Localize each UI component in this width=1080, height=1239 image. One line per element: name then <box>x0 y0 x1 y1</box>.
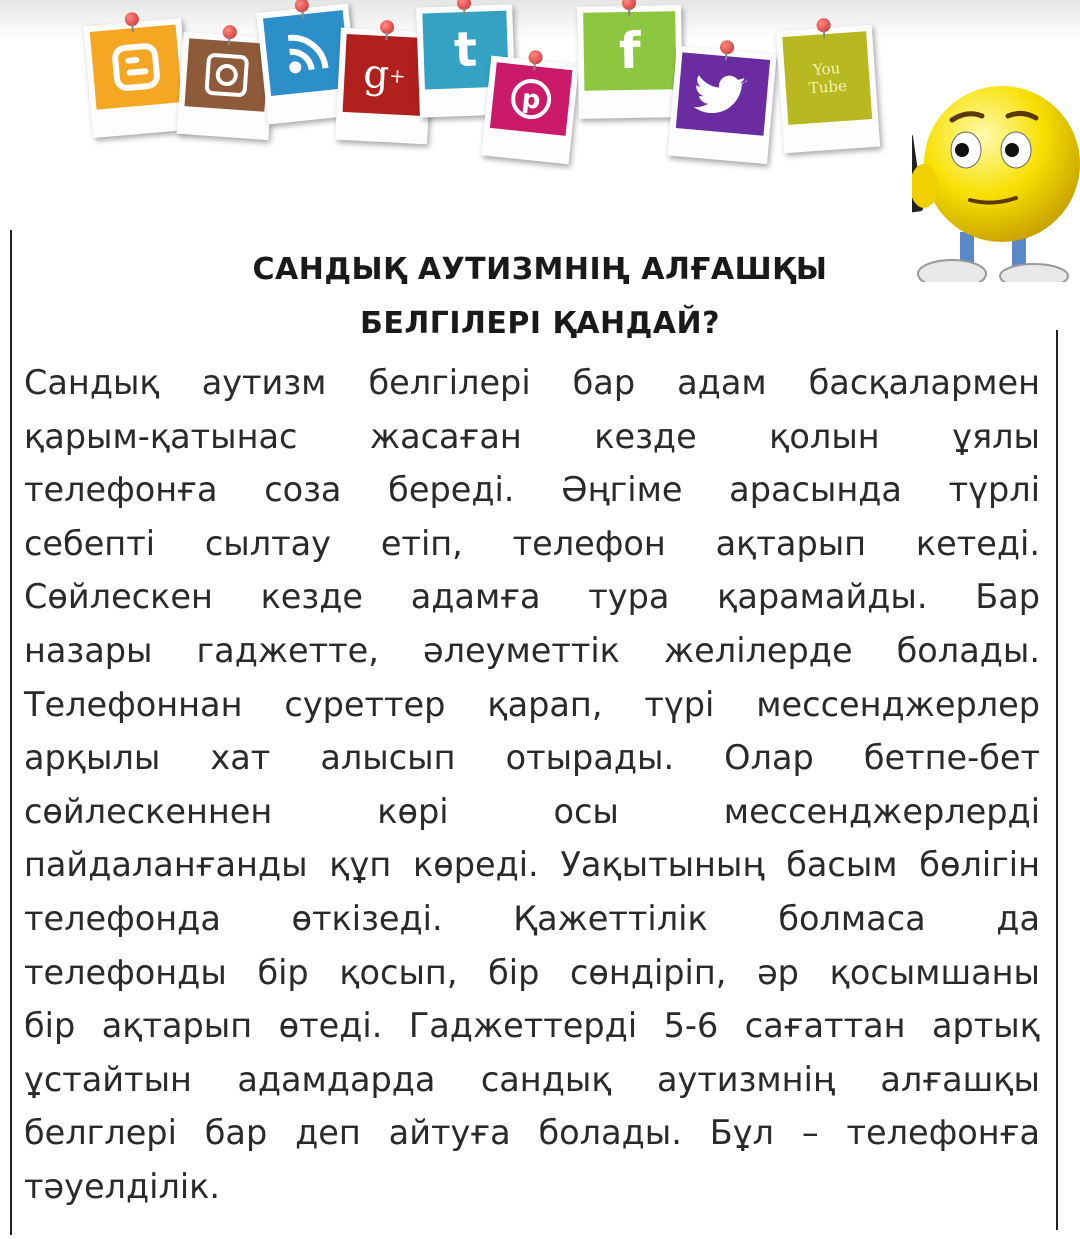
pinterest-polaroid <box>481 56 579 165</box>
google-plus-icon: g + <box>343 34 427 116</box>
article-line: пайдаланғанды құп көреді. Уақытының басым бөлігін <box>24 845 1040 885</box>
pin-icon <box>124 12 139 27</box>
pin-icon <box>622 0 636 10</box>
article-line: тәуелділік. <box>24 1166 221 1206</box>
youtube-icon: You Tube <box>782 31 872 125</box>
article-line: телефонға соза береді. Әңгіме арасында түрлі <box>24 470 1040 510</box>
article-line: Сандық аутизм белгілері бар адам басқалармен <box>24 363 1040 402</box>
frame-left-border <box>10 230 12 1235</box>
instagram-icon <box>184 38 269 111</box>
article-line: сөйлескеннен көрі осы мессенджерлерді <box>24 791 1040 831</box>
article-line: Телефоннан суреттер қарап, түрі мессенджерлер <box>24 684 1040 724</box>
pinterest-icon <box>490 62 572 136</box>
youtube-polaroid <box>776 25 880 153</box>
pin-icon <box>294 0 309 13</box>
article-body <box>24 356 1040 1214</box>
svg-text:p: p <box>520 84 542 116</box>
article-line: ұстайтын адамдарда сандық аутизмнің алғашқы <box>24 1059 1040 1099</box>
article-line: бір ақтарып өтеді. Гаджеттерді 5-6 сағаттан артық <box>24 1006 1040 1046</box>
blogger-polaroid <box>83 18 190 138</box>
pin-icon <box>719 40 734 55</box>
article-title-line-1: САНДЫҚ АУТИЗМНІҢ АЛҒАШҚЫ <box>252 252 828 287</box>
article-line: арқылы хат алысып отырады. Олар бетпе-бет <box>24 738 1040 778</box>
article-line: себепті сылтау етіп, телефон ақтарып кетеді. <box>24 523 1040 563</box>
pin-icon <box>457 0 471 10</box>
article-line: назары гаджетте, әлеуметтік желілерде болады. <box>24 630 1040 670</box>
article-line: Сөйлескен кезде адамға тура қарамайды. Бар <box>24 577 1040 617</box>
article-line: белглері бар деп айтуға болады. Бұл – телефонға <box>24 1113 1040 1153</box>
pin-icon <box>222 25 237 40</box>
blogger-icon <box>90 24 182 109</box>
facebook-icon: f <box>583 11 676 91</box>
pin-icon <box>528 50 543 65</box>
facebook-polaroid <box>577 5 683 119</box>
frame-right-border <box>1056 330 1058 1230</box>
pin-icon <box>816 18 831 33</box>
article-title-line-2: БЕЛГІЛЕРІ ҚАНДАЙ? <box>359 306 721 341</box>
article-line: телефонды бір қосып, бір сөндіріп, әр қосымшаны <box>24 952 1040 992</box>
twitter-icon <box>676 52 770 135</box>
twitter-polaroid <box>667 46 776 164</box>
article-line: телефонда өткізеді. Қажеттілік болмаса да <box>24 898 1040 938</box>
article-line: қарым-қатынас жасаған кезде қолын ұялы <box>24 416 1040 456</box>
pin-icon <box>380 20 395 35</box>
tumblr-icon: t <box>422 11 509 90</box>
